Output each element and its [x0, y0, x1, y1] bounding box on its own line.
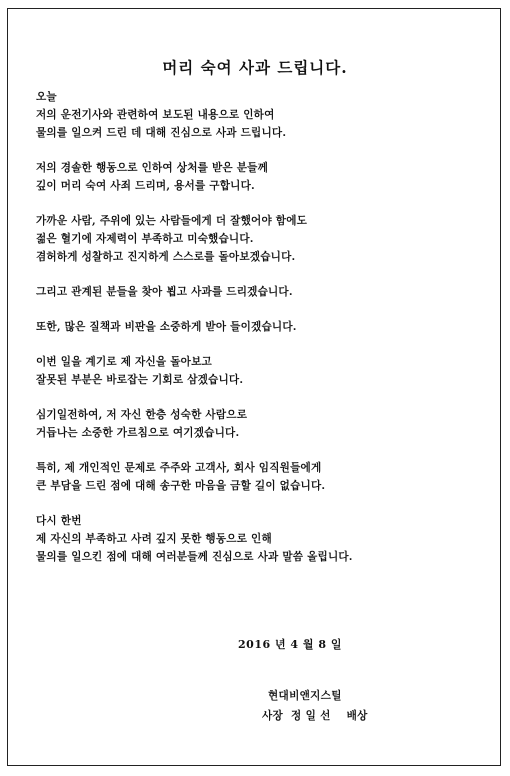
- paragraph: [36, 353, 476, 389]
- paragraph: [36, 459, 476, 495]
- paragraph: [36, 512, 476, 566]
- text-line: 그리고 관계된 분들을 찾아 뵙고 사과를 드리겠습니다.: [36, 286, 293, 298]
- paragraph: [36, 283, 476, 301]
- letter-body: [36, 88, 476, 583]
- text-line: 제 자신의 부족하고 사려 깊지 못한 행동으로 인해: [36, 533, 272, 545]
- signature-company: 현대비앤지스틸: [268, 690, 342, 702]
- text-line: 저의 경솔한 행동으로 인하여 상처를 받은 분들께: [36, 162, 268, 174]
- text-line: 거듭나는 소중한 가르침으로 여기겠습니다.: [36, 427, 240, 439]
- letter-title: 머리 숙여 사과 드립니다.: [162, 58, 348, 77]
- text-line: 가까운 사람, 주위에 있는 사람들에게 더 잘했어야 함에도: [36, 215, 308, 227]
- paragraph: [36, 318, 476, 336]
- text-line: 이번 일을 계기로 제 자신을 돌아보고: [36, 356, 212, 368]
- paragraph: [36, 159, 476, 195]
- text-line: 또한, 많은 질책과 비판을 소중하게 받아 들이겠습니다.: [36, 321, 297, 333]
- text-line: 오늘: [36, 91, 57, 103]
- paragraph: [36, 88, 476, 142]
- text-line: 젊은 혈기에 자제력이 부족하고 미숙했습니다.: [36, 233, 254, 245]
- text-line: 물의를 일으켜 드린 데 대해 진심으로 사과 드립니다.: [36, 127, 287, 139]
- text-line: 잘못된 부분은 바로잡는 기회로 삼겠습니다.: [36, 374, 244, 386]
- paragraph: [36, 212, 476, 266]
- text-line: 큰 부담을 드린 점에 대해 송구한 마음을 금할 길이 없습니다.: [36, 480, 326, 492]
- text-line: 다시 한번: [36, 515, 82, 527]
- letter-date: 2016 년 4 월 8 일: [238, 638, 342, 651]
- signature-name: 사장 정 일 선 배상: [262, 710, 368, 722]
- text-line: 특히, 제 개인적인 문제로 주주와 고객사, 회사 임직원들에게: [36, 462, 322, 474]
- text-line: 저의 운전기사와 관련하여 보도된 내용으로 인하여: [36, 109, 275, 121]
- paragraph: [36, 406, 476, 442]
- text-line: 겸허하게 성찰하고 진지하게 스스로를 돌아보겠습니다.: [36, 251, 296, 263]
- text-line: 물의를 일으킨 점에 대해 여러분들께 진심으로 사과 말씀 올립니다.: [36, 551, 353, 563]
- text-line: 심기일전하여, 저 자신 한층 성숙한 사람으로: [36, 409, 248, 421]
- text-line: 깊이 머리 숙여 사죄 드리며, 용서를 구합니다.: [36, 180, 255, 192]
